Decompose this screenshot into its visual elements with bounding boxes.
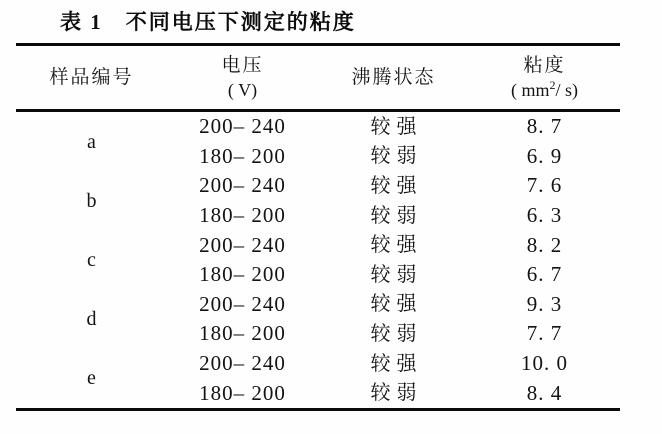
sample-id-cell: c [87,248,96,271]
viscosity-cell: 9. 3 [526,291,563,316]
viscosity-unit-post: / s) [555,79,578,100]
table-header [16,45,620,111]
viscosity-cell: 6. 9 [526,143,563,168]
col-header-boiling-state-label: 沸腾状态 [351,67,436,88]
viscosity-cell: 8. 7 [526,114,563,139]
viscosity-cell: 7. 7 [526,321,563,346]
col-header-voltage [167,45,318,111]
viscosity-unit-sup: 2 [549,77,556,92]
boiling-state-cell: 较强 [370,115,423,138]
voltage-cell: 200– 240 [199,114,286,139]
col-header-sample-id [16,45,167,111]
viscosity-cell: 7. 6 [526,173,563,198]
table-caption: 表 1 不同电压下测定的粘度 [60,10,356,34]
voltage-cell: 200– 240 [199,232,286,257]
voltage-cell: 180– 200 [199,380,286,405]
col-header-boiling-state [318,45,469,111]
viscosity-unit-pre: ( mm [511,79,550,100]
viscosity-table [16,43,620,411]
sample-id-cell: b [86,189,97,212]
col-header-voltage-label: 电压 [221,54,264,76]
boiling-state-cell: 较弱 [370,204,423,227]
col-header-viscosity [469,45,620,111]
header-row [16,45,620,111]
boiling-state-cell: 较强 [370,234,423,257]
viscosity-cell: 10. 0 [521,351,568,376]
table-row [16,290,620,320]
voltage-cell: 180– 200 [199,203,286,228]
viscosity-cell: 6. 3 [526,203,563,228]
viscosity-cell: 8. 4 [526,380,563,405]
voltage-cell: 200– 240 [199,351,286,376]
col-header-sample-id-label: 样品编号 [49,67,134,88]
voltage-cell: 180– 200 [199,321,286,346]
table-row [16,111,620,142]
col-header-voltage-unit: ( V) [227,79,258,100]
boiling-state-cell: 较强 [370,352,423,375]
table-row [16,230,620,260]
table-row [16,349,620,379]
boiling-state-cell: 较强 [370,293,423,316]
voltage-cell: 200– 240 [199,173,286,198]
sample-id-cell: a [87,130,96,153]
sample-id-cell: e [87,367,96,390]
table-row [16,171,620,201]
sample-id-cell: d [86,308,97,331]
boiling-state-cell: 较强 [370,174,423,197]
viscosity-cell: 6. 7 [526,262,563,287]
boiling-state-cell: 较弱 [370,263,423,286]
col-header-viscosity-unit [469,78,620,103]
voltage-cell: 180– 200 [199,262,286,287]
table-body [16,111,620,410]
voltage-cell: 180– 200 [199,143,286,168]
boiling-state-cell: 较弱 [370,322,423,345]
voltage-cell: 200– 240 [199,291,286,316]
col-header-viscosity-label: 粘度 [523,54,566,76]
boiling-state-cell: 较弱 [370,382,423,405]
viscosity-cell: 8. 2 [526,232,563,257]
boiling-state-cell: 较弱 [370,145,423,168]
